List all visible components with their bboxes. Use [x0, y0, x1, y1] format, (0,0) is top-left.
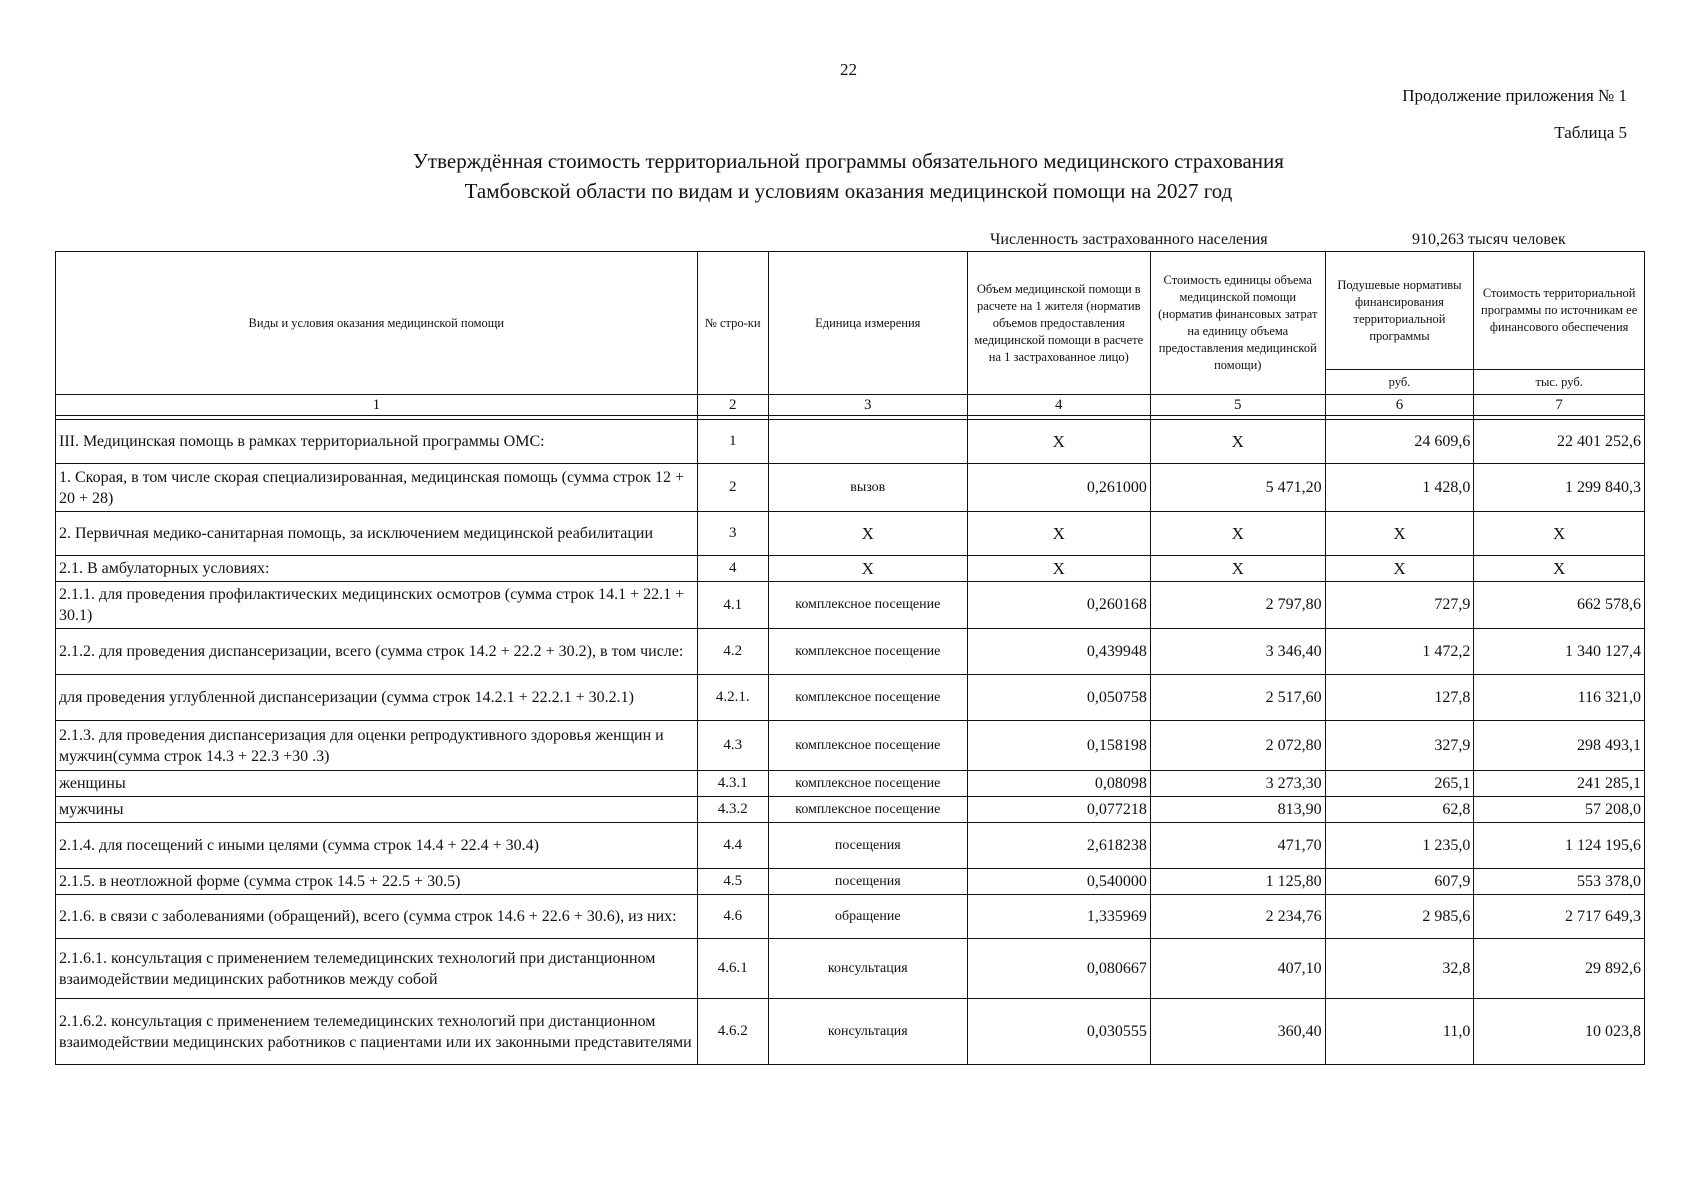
row-volume: 0,077218 [967, 797, 1150, 823]
row-unit-cost: 813,90 [1150, 797, 1325, 823]
header-col-4: Объем медицинской помощи в расчете на 1 жителя (норматив объемов предоставления медицинской помощи в расчете на 1 застрахованное лицо) [967, 252, 1150, 395]
row-unit: X [768, 512, 967, 556]
header-col-6-unit: руб. [1325, 370, 1474, 395]
row-total-cost: 22 401 252,6 [1474, 420, 1645, 464]
row-unit: комплексное посещение [768, 721, 967, 771]
row-unit-cost: X [1150, 556, 1325, 582]
row-per-capita: 1 472,2 [1325, 629, 1474, 675]
table-row [56, 869, 1645, 895]
row-total-cost: 662 578,6 [1474, 582, 1645, 629]
row-volume: 0,260168 [967, 582, 1150, 629]
table-row [56, 675, 1645, 721]
row-total-cost: 241 285,1 [1474, 771, 1645, 797]
row-unit: комплексное посещение [768, 771, 967, 797]
row-number: 2 [697, 464, 768, 512]
row-per-capita: 607,9 [1325, 869, 1474, 895]
row-label: 2.1.6.1. консультация с применением телемедицинских технологий при дистанционном взаимодействии медицинских работников между собой [56, 939, 698, 999]
row-unit: комплексное посещение [768, 629, 967, 675]
row-label: 2. Первичная медико-санитарная помощь, за исключением медицинской реабилитации [56, 512, 698, 556]
row-label: 2.1. В амбулаторных условиях: [56, 556, 698, 582]
header-col-5: Стоимость единицы объема медицинской помощи (норматив финансовых затрат на единицу объема предоставления медицинской помощи) [1150, 252, 1325, 395]
row-number: 4.4 [697, 823, 768, 869]
row-volume: 0,540000 [967, 869, 1150, 895]
row-number: 4.3 [697, 721, 768, 771]
row-label: 2.1.5. в неотложной форме (сумма строк 14.5 + 22.5 + 30.5) [56, 869, 698, 895]
row-number: 4.2.1. [697, 675, 768, 721]
row-per-capita: 62,8 [1325, 797, 1474, 823]
row-number: 4.3.2 [697, 797, 768, 823]
row-total-cost: 1 340 127,4 [1474, 629, 1645, 675]
row-unit-cost: 2 797,80 [1150, 582, 1325, 629]
row-unit: комплексное посещение [768, 582, 967, 629]
population-value: 910,263 тысяч человек [1412, 231, 1566, 248]
row-total-cost: X [1474, 512, 1645, 556]
table-row [56, 797, 1645, 823]
row-number: 4.6.1 [697, 939, 768, 999]
row-volume: 2,618238 [967, 823, 1150, 869]
row-unit: обращение [768, 895, 967, 939]
title-line-1: Утверждённая стоимость территориальной программы обязательного медицинского страхования [413, 149, 1284, 173]
column-number-row [56, 395, 1645, 416]
row-per-capita: 2 985,6 [1325, 895, 1474, 939]
row-number: 4.2 [697, 629, 768, 675]
row-unit-cost: 471,70 [1150, 823, 1325, 869]
row-unit-cost: 2 234,76 [1150, 895, 1325, 939]
row-unit: вызов [768, 464, 967, 512]
row-per-capita: X [1325, 556, 1474, 582]
row-label: 2.1.2. для проведения диспансеризации, всего (сумма строк 14.2 + 22.2 + 30.2), в том числе: [56, 629, 698, 675]
header-col-7-unit: тыс. руб. [1474, 370, 1645, 395]
row-per-capita: 727,9 [1325, 582, 1474, 629]
cost-table [55, 251, 1645, 1065]
column-number: 2 [697, 395, 768, 416]
row-unit: посещения [768, 869, 967, 895]
row-total-cost: 1 124 195,6 [1474, 823, 1645, 869]
row-volume: X [967, 512, 1150, 556]
row-total-cost: 29 892,6 [1474, 939, 1645, 999]
row-volume: 0,050758 [967, 675, 1150, 721]
row-unit [768, 420, 967, 464]
row-volume: 0,439948 [967, 629, 1150, 675]
table-row [56, 895, 1645, 939]
row-total-cost: 57 208,0 [1474, 797, 1645, 823]
row-unit: X [768, 556, 967, 582]
header-col-3: Единица измерения [768, 252, 967, 395]
header-col-7: Стоимость территориальной программы по источникам ее финансового обеспечения [1474, 252, 1645, 370]
table-row [56, 823, 1645, 869]
row-unit-cost: 1 125,80 [1150, 869, 1325, 895]
row-unit-cost: 407,10 [1150, 939, 1325, 999]
row-total-cost: 553 378,0 [1474, 869, 1645, 895]
row-volume: 0,261000 [967, 464, 1150, 512]
row-label: мужчины [56, 797, 698, 823]
row-per-capita: 24 609,6 [1325, 420, 1474, 464]
row-unit-cost: 360,40 [1150, 999, 1325, 1065]
column-number: 5 [1150, 395, 1325, 416]
row-label: III. Медицинская помощь в рамках территориальной программы ОМС: [56, 420, 698, 464]
document-title [0, 146, 1697, 206]
row-number: 4.5 [697, 869, 768, 895]
row-per-capita: 327,9 [1325, 721, 1474, 771]
row-number: 4 [697, 556, 768, 582]
row-per-capita: 265,1 [1325, 771, 1474, 797]
row-volume: 0,080667 [967, 939, 1150, 999]
row-number: 3 [697, 512, 768, 556]
table-row [56, 721, 1645, 771]
row-label: женщины [56, 771, 698, 797]
row-total-cost: 2 717 649,3 [1474, 895, 1645, 939]
table-row [56, 420, 1645, 464]
row-unit: комплексное посещение [768, 797, 967, 823]
table-row [56, 939, 1645, 999]
row-label: 2.1.6.2. консультация с применением телемедицинских технологий при дистанционном взаимодействии медицинских работников с пациентами или их законными представителями [56, 999, 698, 1065]
row-unit: комплексное посещение [768, 675, 967, 721]
row-per-capita: 1 235,0 [1325, 823, 1474, 869]
row-unit: консультация [768, 999, 967, 1065]
row-unit-cost: 3 273,30 [1150, 771, 1325, 797]
row-unit: посещения [768, 823, 967, 869]
row-total-cost: 10 023,8 [1474, 999, 1645, 1065]
header-col-6: Подушевые нормативы финансирования территориальной программы [1325, 252, 1474, 370]
appendix-label: Продолжение приложения № 1 [1402, 86, 1627, 105]
row-unit-cost: 2 517,60 [1150, 675, 1325, 721]
row-volume: 1,335969 [967, 895, 1150, 939]
row-unit: консультация [768, 939, 967, 999]
table-body [56, 395, 1645, 1065]
row-label: 2.1.4. для посещений с иными целями (сумма строк 14.4 + 22.4 + 30.4) [56, 823, 698, 869]
row-label: 2.1.1. для проведения профилактических медицинских осмотров (сумма строк 14.1 + 22.1 + 30.1) [56, 582, 698, 629]
row-label: 2.1.3. для проведения диспансеризация для оценки репродуктивного здоровья женщин и мужчин(сумма строк 14.3 + 22.3 +30 .3) [56, 721, 698, 771]
row-total-cost: X [1474, 556, 1645, 582]
row-unit-cost: 5 471,20 [1150, 464, 1325, 512]
row-total-cost: 1 299 840,3 [1474, 464, 1645, 512]
row-label: 2.1.6. в связи с заболеваниями (обращений), всего (сумма строк 14.6 + 22.6 + 30.6), из них: [56, 895, 698, 939]
row-unit-cost: X [1150, 512, 1325, 556]
row-volume: 0,08098 [967, 771, 1150, 797]
page-number: 22 [840, 60, 857, 79]
table-row [56, 512, 1645, 556]
row-total-cost: 116 321,0 [1474, 675, 1645, 721]
row-per-capita: 32,8 [1325, 939, 1474, 999]
table-row [56, 771, 1645, 797]
header-col-1: Виды и условия оказания медицинской помощи [56, 252, 698, 395]
row-volume: X [967, 420, 1150, 464]
row-number: 4.1 [697, 582, 768, 629]
column-number: 4 [967, 395, 1150, 416]
table-row [56, 629, 1645, 675]
header-col-2: № стро-ки [697, 252, 768, 395]
table-label: Таблица 5 [1554, 123, 1627, 142]
row-per-capita: 1 428,0 [1325, 464, 1474, 512]
row-unit-cost: X [1150, 420, 1325, 464]
column-number: 6 [1325, 395, 1474, 416]
table-row [56, 582, 1645, 629]
row-volume: 0,158198 [967, 721, 1150, 771]
row-per-capita: 11,0 [1325, 999, 1474, 1065]
row-unit-cost: 3 346,40 [1150, 629, 1325, 675]
row-volume: 0,030555 [967, 999, 1150, 1065]
row-volume: X [967, 556, 1150, 582]
column-number: 1 [56, 395, 698, 416]
column-number: 3 [768, 395, 967, 416]
column-number: 7 [1474, 395, 1645, 416]
row-per-capita: X [1325, 512, 1474, 556]
row-number: 1 [697, 420, 768, 464]
title-line-2: Тамбовской области по видам и условиям оказания медицинской помощи на 2027 год [464, 179, 1233, 203]
row-label: для проведения углубленной диспансеризации (сумма строк 14.2.1 + 22.2.1 + 30.2.1) [56, 675, 698, 721]
row-total-cost: 298 493,1 [1474, 721, 1645, 771]
table-row [56, 464, 1645, 512]
row-unit-cost: 2 072,80 [1150, 721, 1325, 771]
row-per-capita: 127,8 [1325, 675, 1474, 721]
population-label: Численность застрахованного населения [990, 231, 1268, 248]
table-row [56, 556, 1645, 582]
row-label: 1. Скорая, в том числе скорая специализированная, медицинская помощь (сумма строк 12 + 20 + 28) [56, 464, 698, 512]
row-number: 4.3.1 [697, 771, 768, 797]
table-row [56, 999, 1645, 1065]
row-number: 4.6 [697, 895, 768, 939]
row-number: 4.6.2 [697, 999, 768, 1065]
